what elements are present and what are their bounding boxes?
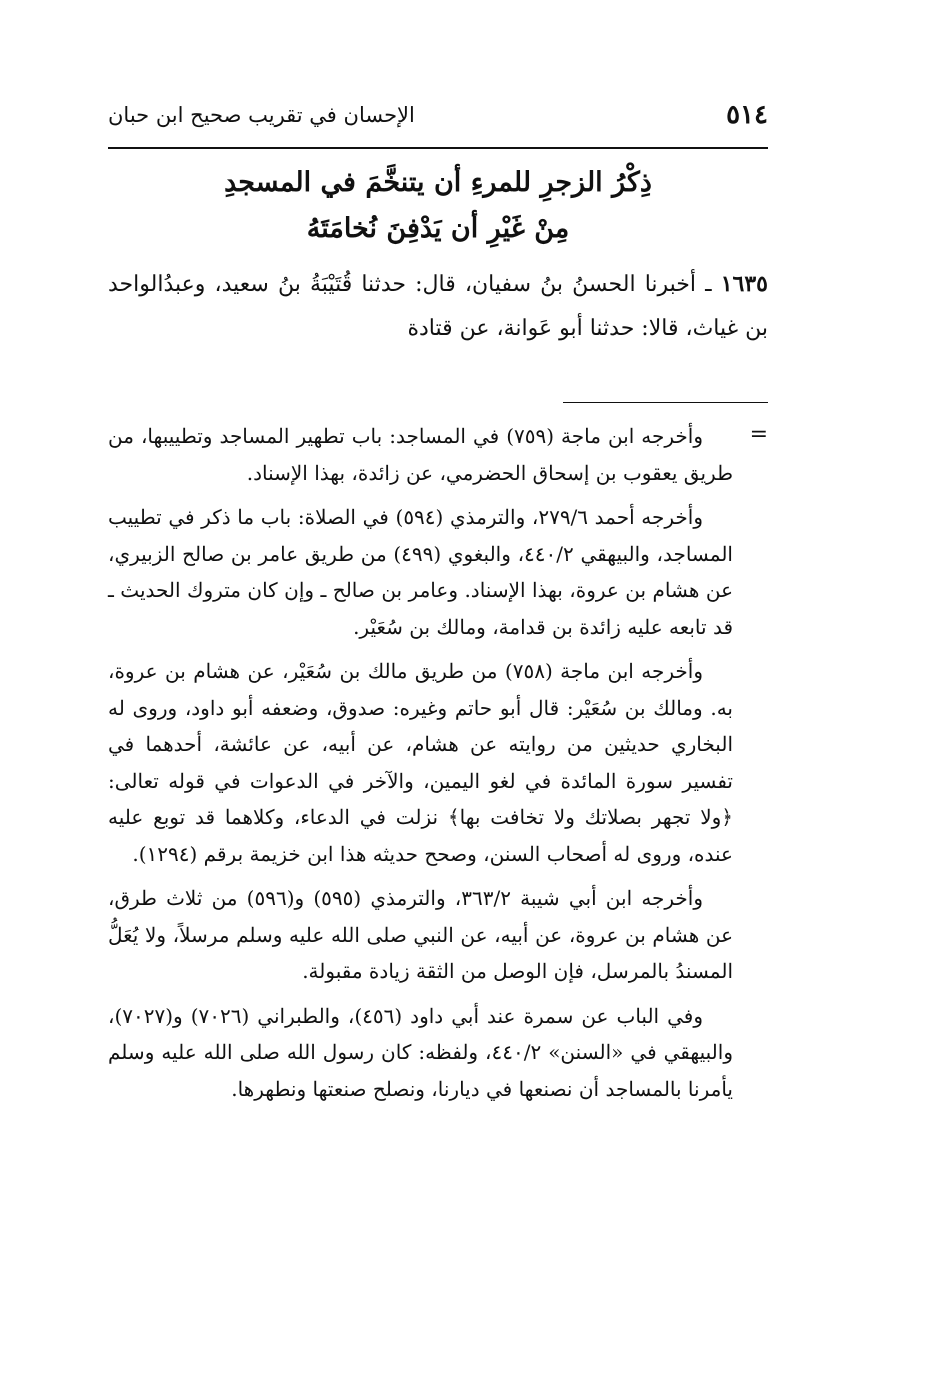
footnote-paragraph: وأخرجه ابن ماجة (٧٥٨) من طريق مالك بن سُعَيْر، عن هشام بن عروة، به. ومالك بن سُعَيْر: قال أبو حاتم وغيره: صدوق، وضعفه أبو داود، وروى له البخاري حديثين من روايته عن هشام، عن أبيه، عن عائشة، أحدهما في تفسير سورة المائدة في لغو اليمين، والآخر في الدعوات في قوله تعالى: ﴿ولا تجهر بصلاتك ولا تخافت بها﴾ نزلت في الدعاء، وكلاهما قد توبع عليه عنده، وروى له أصحاب السنن، وصحح حديثه هذا ابن خزيمة برقم (١٢٩٤). xyxy=(108,659,733,866)
hadith-text xyxy=(108,262,768,351)
page-number: ٥١٤ xyxy=(726,100,768,130)
chapter-title-line-1: ذِكْرُ الزجرِ للمرءِ أن يتنخَّمَ في المسجدِ xyxy=(224,167,652,198)
footnotes xyxy=(108,418,733,1115)
footnote-continuation-mark: = xyxy=(749,422,768,447)
hadith-number: ١٦٣٥ xyxy=(720,271,768,297)
chapter-title-line-2: مِنْ غَيْرِ أن يَدْفِنَ نُخامَتَهُ xyxy=(306,213,570,244)
footnote-paragraph: وأخرجه ابن ماجة (٧٥٩) في المساجد: باب تطهير المساجد وتطييبها، من طريق يعقوب بن إسحاق الحضرمي، عن زائدة، بهذا الإسناد. xyxy=(108,424,733,485)
footnote-divider xyxy=(563,402,768,403)
footnote-paragraph: وأخرجه ابن أبي شيبة ٣٦٣/٢، والترمذي (٥٩٥) و(٥٩٦) من ثلاث طرق، عن هشام بن عروة، عن أبيه، عن النبي صلى الله عليه وسلم مرسلاً، ولا يُعَلُّ المسندُ بالمرسل، فإن الوصل من الثقة زيادة مقبولة. xyxy=(108,886,733,983)
page-header xyxy=(108,95,768,135)
footnote-paragraph: وفي الباب عن سمرة عند أبي داود (٤٥٦)، والطبراني (٧٠٢٦) و(٧٠٢٧)، والبيهقي في «السنن» ٤٤٠/٢، ولفظه: كان رسول الله صلى الله عليه وسلم يأمرنا بالمساجد أن نصنعها في ديارنا، ونصلح صنعتها ونطهرها. xyxy=(108,1003,733,1101)
header-divider xyxy=(108,147,768,149)
running-title: الإحسان في تقريب صحيح ابن حبان xyxy=(108,103,415,127)
chapter-title xyxy=(108,160,768,252)
footnote-paragraph: وأخرجه أحمد ٢٧٩/٦، والترمذي (٥٩٤) في الصلاة: باب ما ذكر في تطييب المساجد، والبيهقي ٤٤٠/٢، والبغوي (٤٩٩) من طريق عامر بن صالح الزبيري، عن هشام بن عروة، بهذا الإسناد. وعامر بن صالح ـ وإن كان متروك الحديث ـ قد تابعه عليه زائدة بن قدامة، ومالك بن سُعَيْر. xyxy=(108,505,734,639)
hadith-body: ـ أخبرنا الحسنُ بنُ سفيان، قال: حدثنا قُتَيْبَةُ بنُ سعيد، وعبدُالواحد بن غياث، قالا: حدثنا أبو عَوانة، عن قتادة xyxy=(108,272,768,341)
